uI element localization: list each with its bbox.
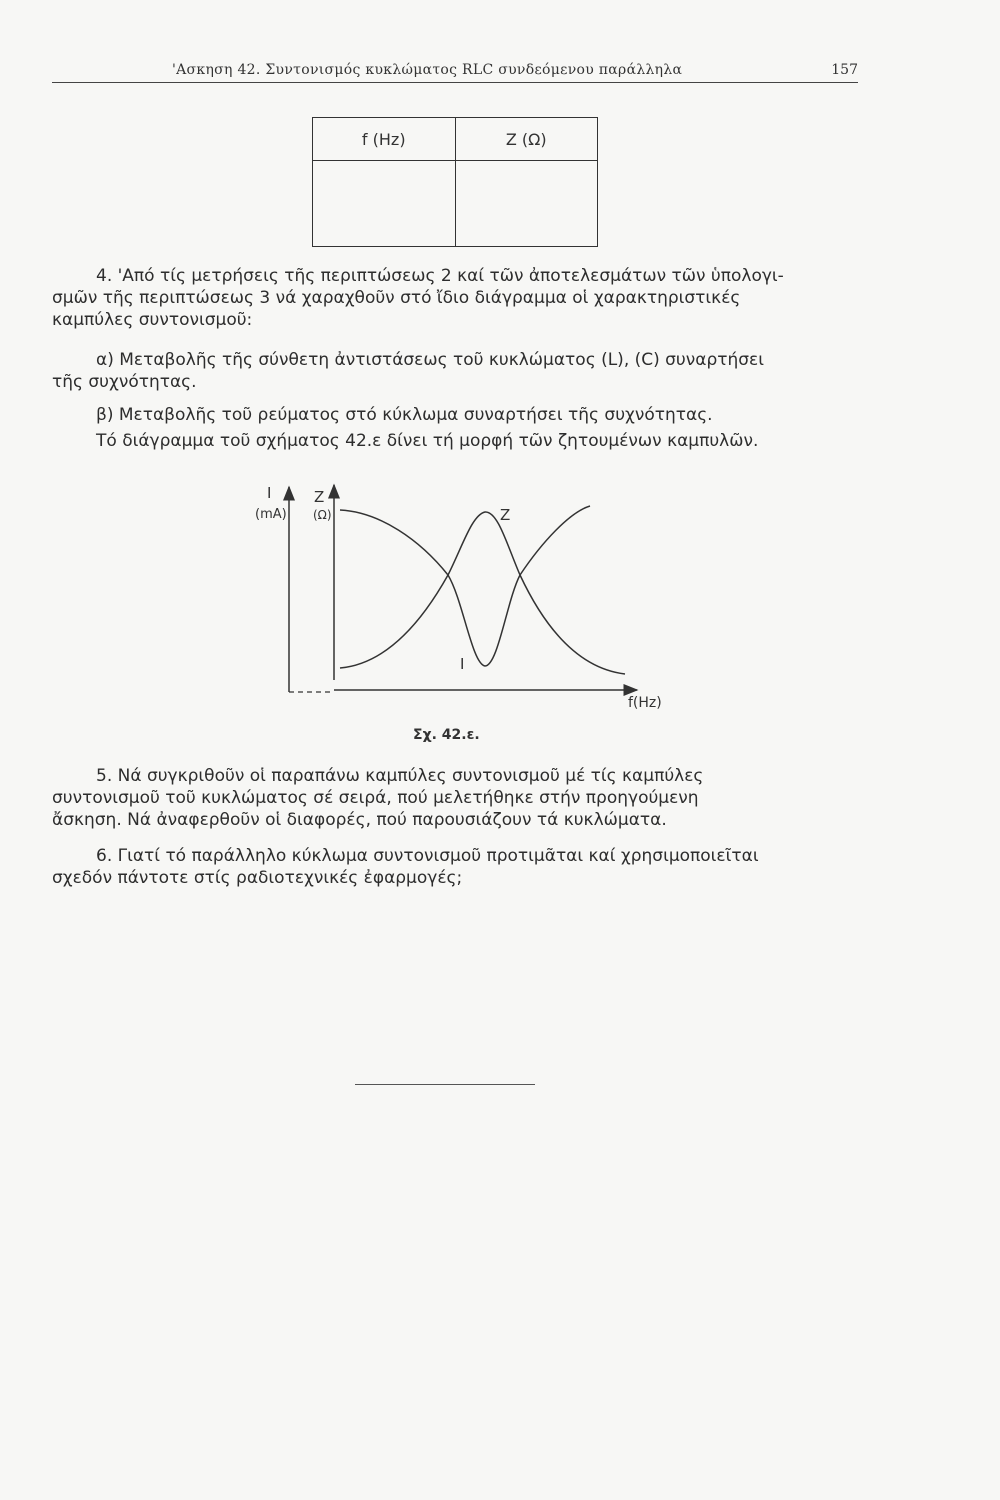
question-5-text [52,765,874,831]
table-header-impedance: Z (Ω) [455,118,598,161]
q4a-line-2: τῆς συχνότητας. [52,372,197,392]
q5-line-3: ἄσκηση. Νά ἀναφερθοῦν οἱ διαφορές, πού παρουσιάζουν τά κυκλώματα. [52,810,667,830]
q4-figure-line: Τό διάγραμμα τοῦ σχήματος 42.ε δίνει τή μορφή τῶν ζητουμένων καμπυλῶν. [96,431,759,451]
section-divider [355,1084,535,1085]
q4-line-3: καμπύλες συντονισμοῦ: [52,310,253,330]
question-6-text [52,845,874,889]
running-title: 'Ασκηση 42. Συντονισμός κυκλώματος RLC συνδεόμενου παράλληλα [172,62,683,78]
figure-caption: Σχ. 42.ε. [413,727,480,743]
curve-z-label: Z [500,506,511,524]
q4a-line-1: α) Μεταβολῆς τῆς σύνθετη ἀντιστάσεως τοῦ κυκλώματος (L), (C) συναρτήσει [96,350,764,370]
current-curve [340,506,590,666]
page-number: 157 [831,62,858,78]
q5-line-1: 5. Νά συγκριθοῦν οἱ παραπάνω καμπύλες συντονισμοῦ μέ τίς καμπύλες [96,766,704,786]
axis-z-unit: (Ω) [313,508,332,522]
q6-line-1: 6. Γιατί τό παράλληλο κύκλωμα συντονισμοῦ προτιμᾶται καί χρησιμοποιεῖται [96,846,759,866]
axis-z-label: Z [314,488,325,506]
q5-line-2: συντονισμοῦ τοῦ κυκλώματος σέ σειρά, πού μελετήθηκε στήν προηγούμενη [52,788,699,808]
axis-i-unit: (mA) [255,507,287,522]
impedance-curve [340,512,625,674]
q6-line-2: σχεδόν πάντοτε στίς ραδιοτεχνικές ἐφαρμογές; [52,868,463,888]
axis-i-label: I [267,484,272,502]
q4-line-2: σμῶν τῆς περιπτώσεως 3 νά χαραχθοῦν στό ἴδιο διάγραμμα οἱ χαρακτηριστικές [52,288,741,308]
table-header-frequency: f (Hz) [313,118,456,161]
x-axis-label: f(Hz) [628,695,662,711]
curve-i-label: I [460,655,465,673]
q4-line-1: 4. 'Από τίς μετρήσεις τῆς περιπτώσεως 2 καί τῶν ἀποτελεσμάτων τῶν ὑπολογι- [96,266,784,286]
q4b-line: β) Μεταβολῆς τοῦ ρεύματος στό κύκλωμα συναρτήσει τῆς συχνότητας. [96,405,713,425]
